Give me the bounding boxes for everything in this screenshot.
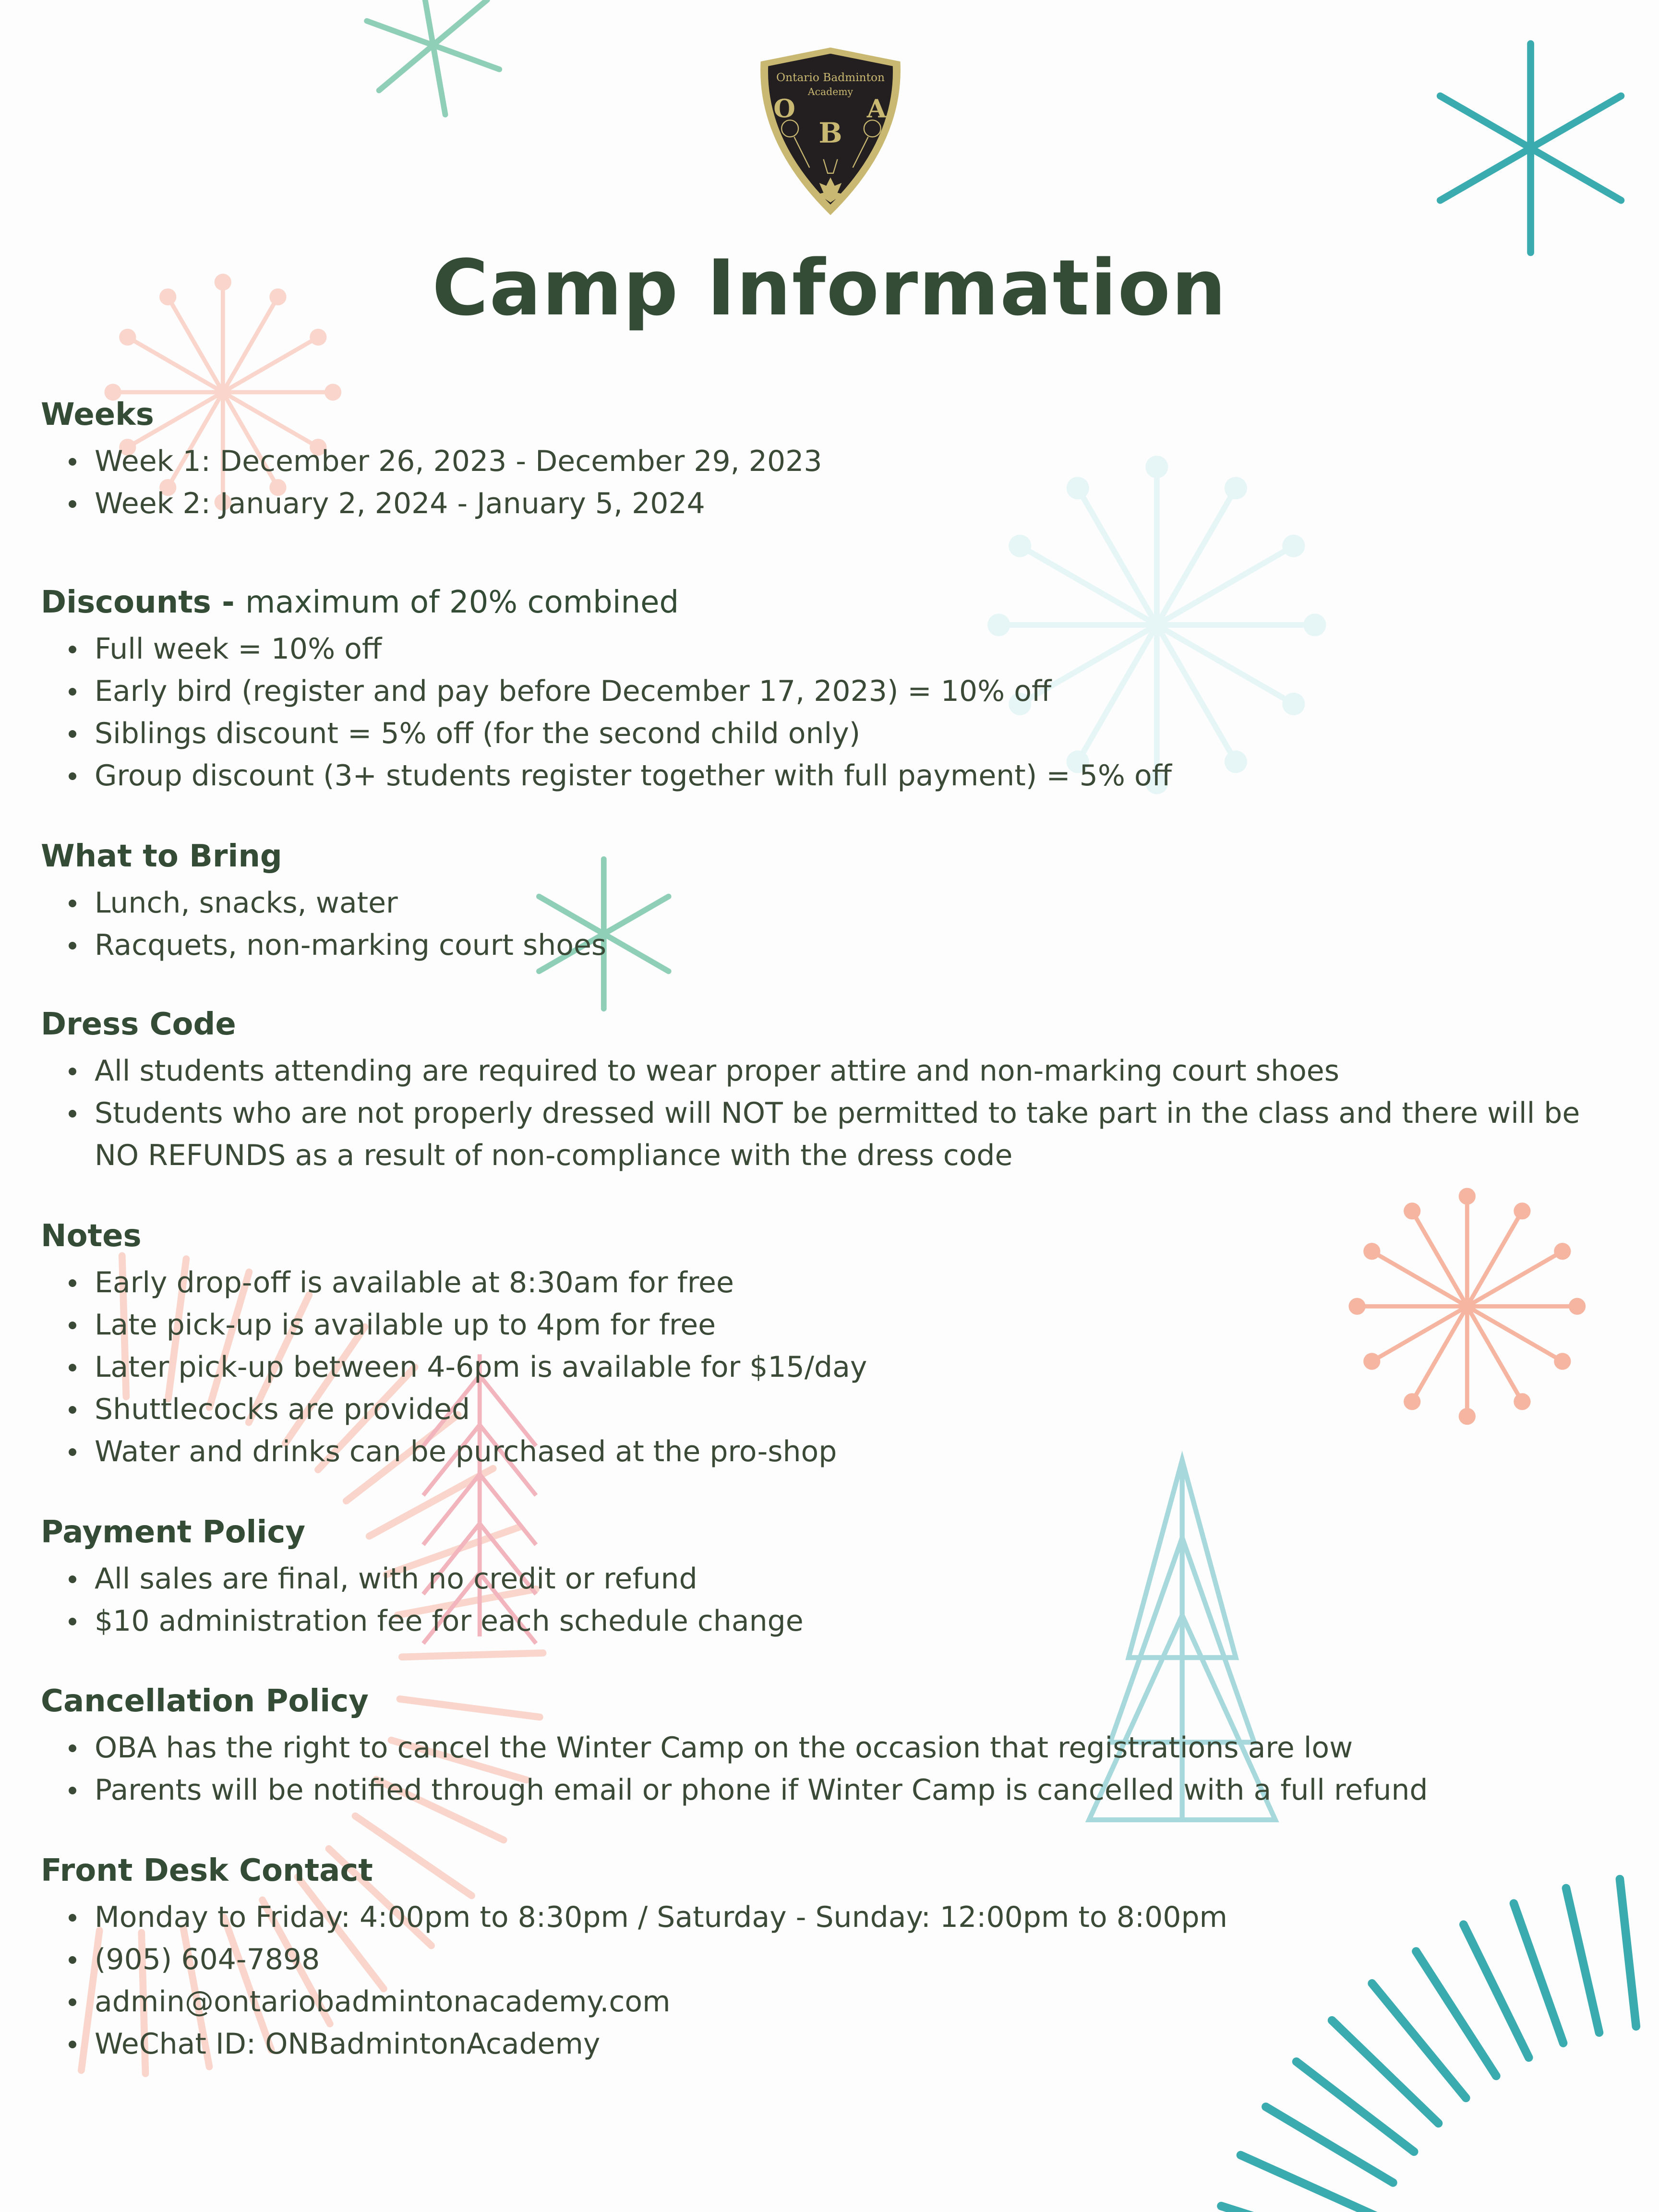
section-heading	[41, 1215, 1625, 1257]
section-heading-text: Cancellation Policy	[41, 1683, 369, 1719]
bullet-list	[41, 1896, 1625, 2065]
bullet-list	[41, 628, 1625, 797]
list-item: Parents will be notified through email or phone if Winter Camp is cancelled with a full refund	[41, 1769, 1625, 1811]
section-heading-text: Weeks	[41, 397, 154, 433]
section-discounts	[41, 581, 1625, 797]
logo-letter: B	[818, 116, 842, 149]
list-item: $10 administration fee for each schedule change	[41, 1600, 1625, 1642]
section-heading	[41, 1680, 1625, 1722]
list-item: Racquets, non-marking court shoes	[41, 924, 1625, 966]
list-item[interactable]: admin@ontariobadmintonacademy.com	[41, 1981, 1625, 2023]
bullet-list	[41, 1262, 1625, 1473]
section-heading	[41, 394, 1625, 436]
list-item: Early drop-off is available at 8:30am for free	[41, 1262, 1625, 1304]
section-heading-text: Discounts -	[41, 585, 235, 620]
section-heading	[41, 1511, 1625, 1553]
section-what-to-bring	[41, 835, 1625, 966]
section-heading	[41, 835, 1625, 878]
snowflake-icon	[379, 0, 487, 90]
bullet-list	[41, 1727, 1625, 1811]
section-subtitle: maximum of 20% combined	[245, 585, 679, 620]
list-item: Week 2: January 2, 2024 - January 5, 2024	[41, 482, 1625, 525]
list-item: All students attending are required to wear proper attire and non-marking court shoes	[41, 1050, 1625, 1092]
logo-letter: O	[773, 94, 795, 124]
list-item: Students who are not properly dressed will NOT be permitted to take part in the class and there will be NO REFUNDS as a result of non-compliance with the dress code	[41, 1092, 1625, 1177]
list-item: WeChat ID: ONBadmintonAcademy	[41, 2023, 1625, 2065]
list-item: Water and drinks can be purchased at the pro-shop	[41, 1431, 1625, 1473]
list-item: Early bird (register and pay before December 17, 2023) = 10% off	[41, 670, 1625, 712]
section-dress-code	[41, 1003, 1625, 1177]
section-heading-text: Front Desk Contact	[41, 1853, 373, 1888]
list-item: Lunch, snacks, water	[41, 882, 1625, 924]
bullet-list	[41, 440, 1625, 525]
section-heading-text: Dress Code	[41, 1007, 236, 1042]
section-notes	[41, 1215, 1625, 1473]
list-item: Later pick-up between 4-6pm is available for $15/day	[41, 1346, 1625, 1388]
section-weeks	[41, 394, 1625, 525]
sunburst-ray	[402, 1653, 543, 1657]
section-payment-policy	[41, 1511, 1625, 1642]
list-item: (905) 604-7898	[41, 1938, 1625, 1981]
list-item: Siblings discount = 5% off (for the second child only)	[41, 712, 1625, 755]
list-item: All sales are final, with no credit or refund	[41, 1558, 1625, 1600]
snowflake-icon-dot	[1009, 535, 1031, 557]
list-item: Monday to Friday: 4:00pm to 8:30pm / Saturday - Sunday: 12:00pm to 8:00pm	[41, 1896, 1625, 1938]
snowflake-icon-dot	[1282, 535, 1305, 557]
logo-letter: A	[866, 94, 887, 124]
bullet-list	[41, 1050, 1625, 1177]
logo-text: Academy	[807, 85, 854, 97]
snowflake-icon-dot	[1459, 1188, 1476, 1204]
bullet-list	[41, 1558, 1625, 1642]
section-heading-text: What to Bring	[41, 839, 282, 874]
list-item: Group discount (3+ students register together with full payment) = 5% off	[41, 755, 1625, 797]
section-heading	[41, 1850, 1625, 1892]
page-title: Camp Information	[432, 243, 1227, 333]
oba-logo	[754, 43, 907, 221]
section-front-desk-contact	[41, 1850, 1625, 2065]
section-heading	[41, 581, 1625, 624]
list-item: OBA has the right to cancel the Winter Camp on the occasion that registrations are low	[41, 1727, 1625, 1769]
list-item: Shuttlecocks are provided	[41, 1388, 1625, 1431]
section-heading	[41, 1003, 1625, 1046]
section-heading-text: Notes	[41, 1218, 142, 1254]
sunburst-ray	[1221, 2206, 1362, 2212]
list-item: Week 1: December 26, 2023 - December 29, 2023	[41, 440, 1625, 482]
list-item: Late pick-up is available up to 4pm for free	[41, 1304, 1625, 1346]
list-item: Full week = 10% off	[41, 628, 1625, 670]
snowflake-icon	[421, 0, 445, 115]
bullet-list	[41, 882, 1625, 966]
logo-text: Ontario Badminton	[776, 71, 885, 84]
section-cancellation-policy	[41, 1680, 1625, 1811]
section-heading-text: Payment Policy	[41, 1515, 306, 1550]
